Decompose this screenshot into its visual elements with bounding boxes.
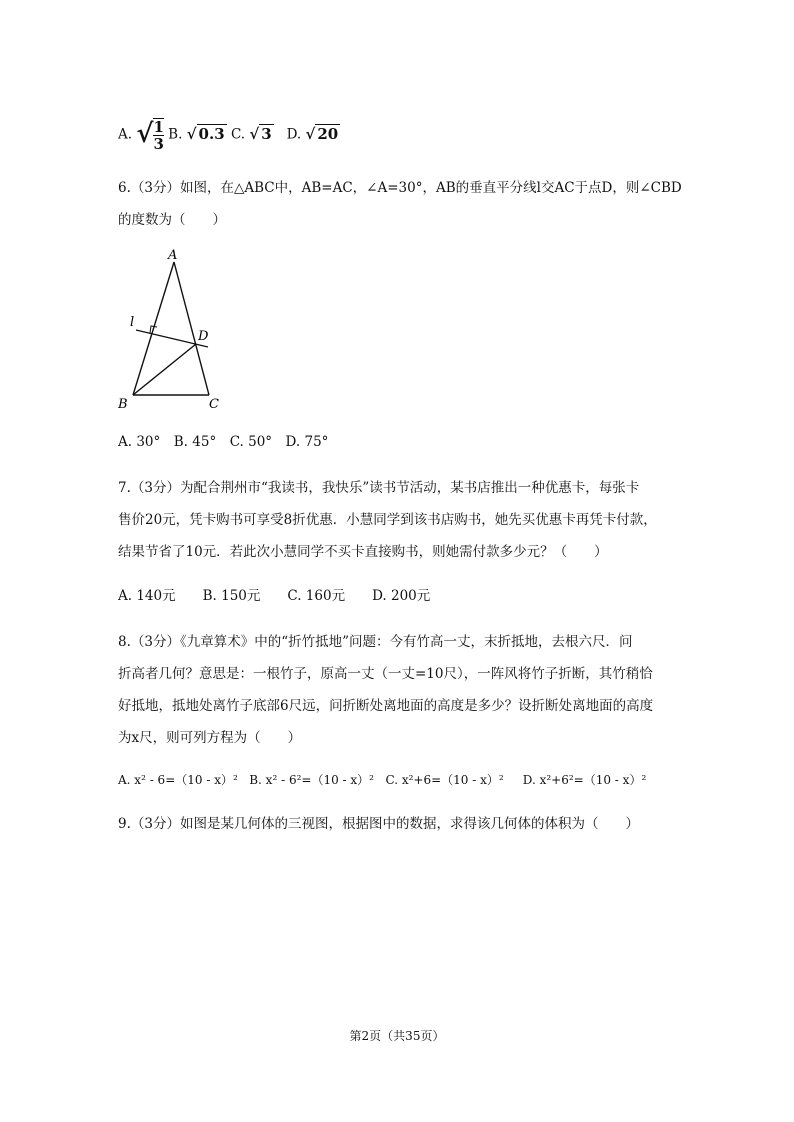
q5-option-b-expr: √ 0.3: [186, 124, 225, 143]
q9-line1: 9.（3分）如图是某几何体的三视图，根据图中的数据，求得该几何体的体积为（ ）: [118, 816, 639, 832]
q5-d-radicand: 20: [317, 124, 339, 143]
q5-option-a-label: A.: [118, 126, 133, 143]
q5-c-radicand: 3: [261, 124, 272, 143]
q5-a-numerator: 1: [153, 118, 164, 136]
q7-options: A. 140元 B. 150元 C. 160元 D. 200元: [118, 588, 431, 604]
label-c: C: [209, 397, 219, 412]
q8-options: [118, 770, 646, 790]
side-ab: [133, 262, 174, 395]
q7-line1: 7.（3分）为配合荆州市“我读书，我快乐”读书节活动，某书店推出一种优惠卡，每张卡: [118, 480, 640, 496]
label-d: D: [198, 329, 209, 344]
q5-option-b-label: B.: [168, 126, 183, 143]
q8-option-b: B. x² - 6²=（10 - x）²: [249, 773, 374, 787]
q8-option-a: A. x² - 6=（10 - x）²: [118, 773, 238, 787]
q8-line4: 为x尺，则可列方程为（ ）: [118, 730, 302, 746]
triangle-figure: [112, 246, 232, 416]
q6-options: A. 30° B. 45° C. 50° D. 75°: [118, 434, 329, 450]
q5-a-denominator: 3: [153, 135, 164, 153]
q7-line2: 售价20元，凭卡购书可享受8折优惠．小慧同学到该书店购书，她先买优惠卡再凭卡付款，: [118, 512, 657, 528]
segment-bd: [133, 344, 196, 395]
q8-line2: 折高者几何？意思是：一根竹子，原高一丈（一丈=10尺），一阵风将竹子折断，其竹稍恰: [118, 666, 653, 682]
q6-line1: 6.（3分）如图，在△ABC中，AB=AC，∠A=30°，AB的垂直平分线l交AC于点D，则∠CBD: [118, 180, 682, 196]
q8-line1: 8.（3分）《九章算术》中的“折竹抵地”问题：今有竹高一丈，末折抵地，去根六尺．问: [118, 634, 633, 650]
label-l: l: [130, 315, 135, 330]
q5-option-a-expr: $√\frac{1}{3}$: [136, 118, 164, 153]
q5-b-radicand: 0.3: [198, 124, 225, 143]
q5-option-d-label: D.: [286, 126, 302, 143]
q7-line3: 结果节省了10元．若此次小慧同学不买卡直接购书，则她需付款多少元？（ ）: [118, 544, 608, 560]
label-b: B: [118, 397, 128, 412]
q8-option-d: D. x²+6²=（10 - x）²: [522, 773, 647, 787]
page-footer: 第2页（共35页）: [349, 1029, 445, 1043]
q5-options: [118, 118, 340, 152]
label-a: A: [168, 248, 178, 263]
q5-option-d-expr: √ 20: [305, 124, 339, 143]
q5-option-a-fraction: [153, 118, 163, 152]
q5-option-c-label: C.: [230, 126, 246, 143]
q5-option-c-expr: √ 3: [249, 124, 272, 143]
q8-line3: 好抵地，抵地处离竹子底部6尺远，问折断处离地面的高度是多少？设折断处离地面的高度: [118, 698, 654, 714]
q6-line2: 的度数为（ ）: [118, 212, 226, 228]
q8-option-c: C. x²+6=（10 - x）²: [385, 773, 504, 787]
